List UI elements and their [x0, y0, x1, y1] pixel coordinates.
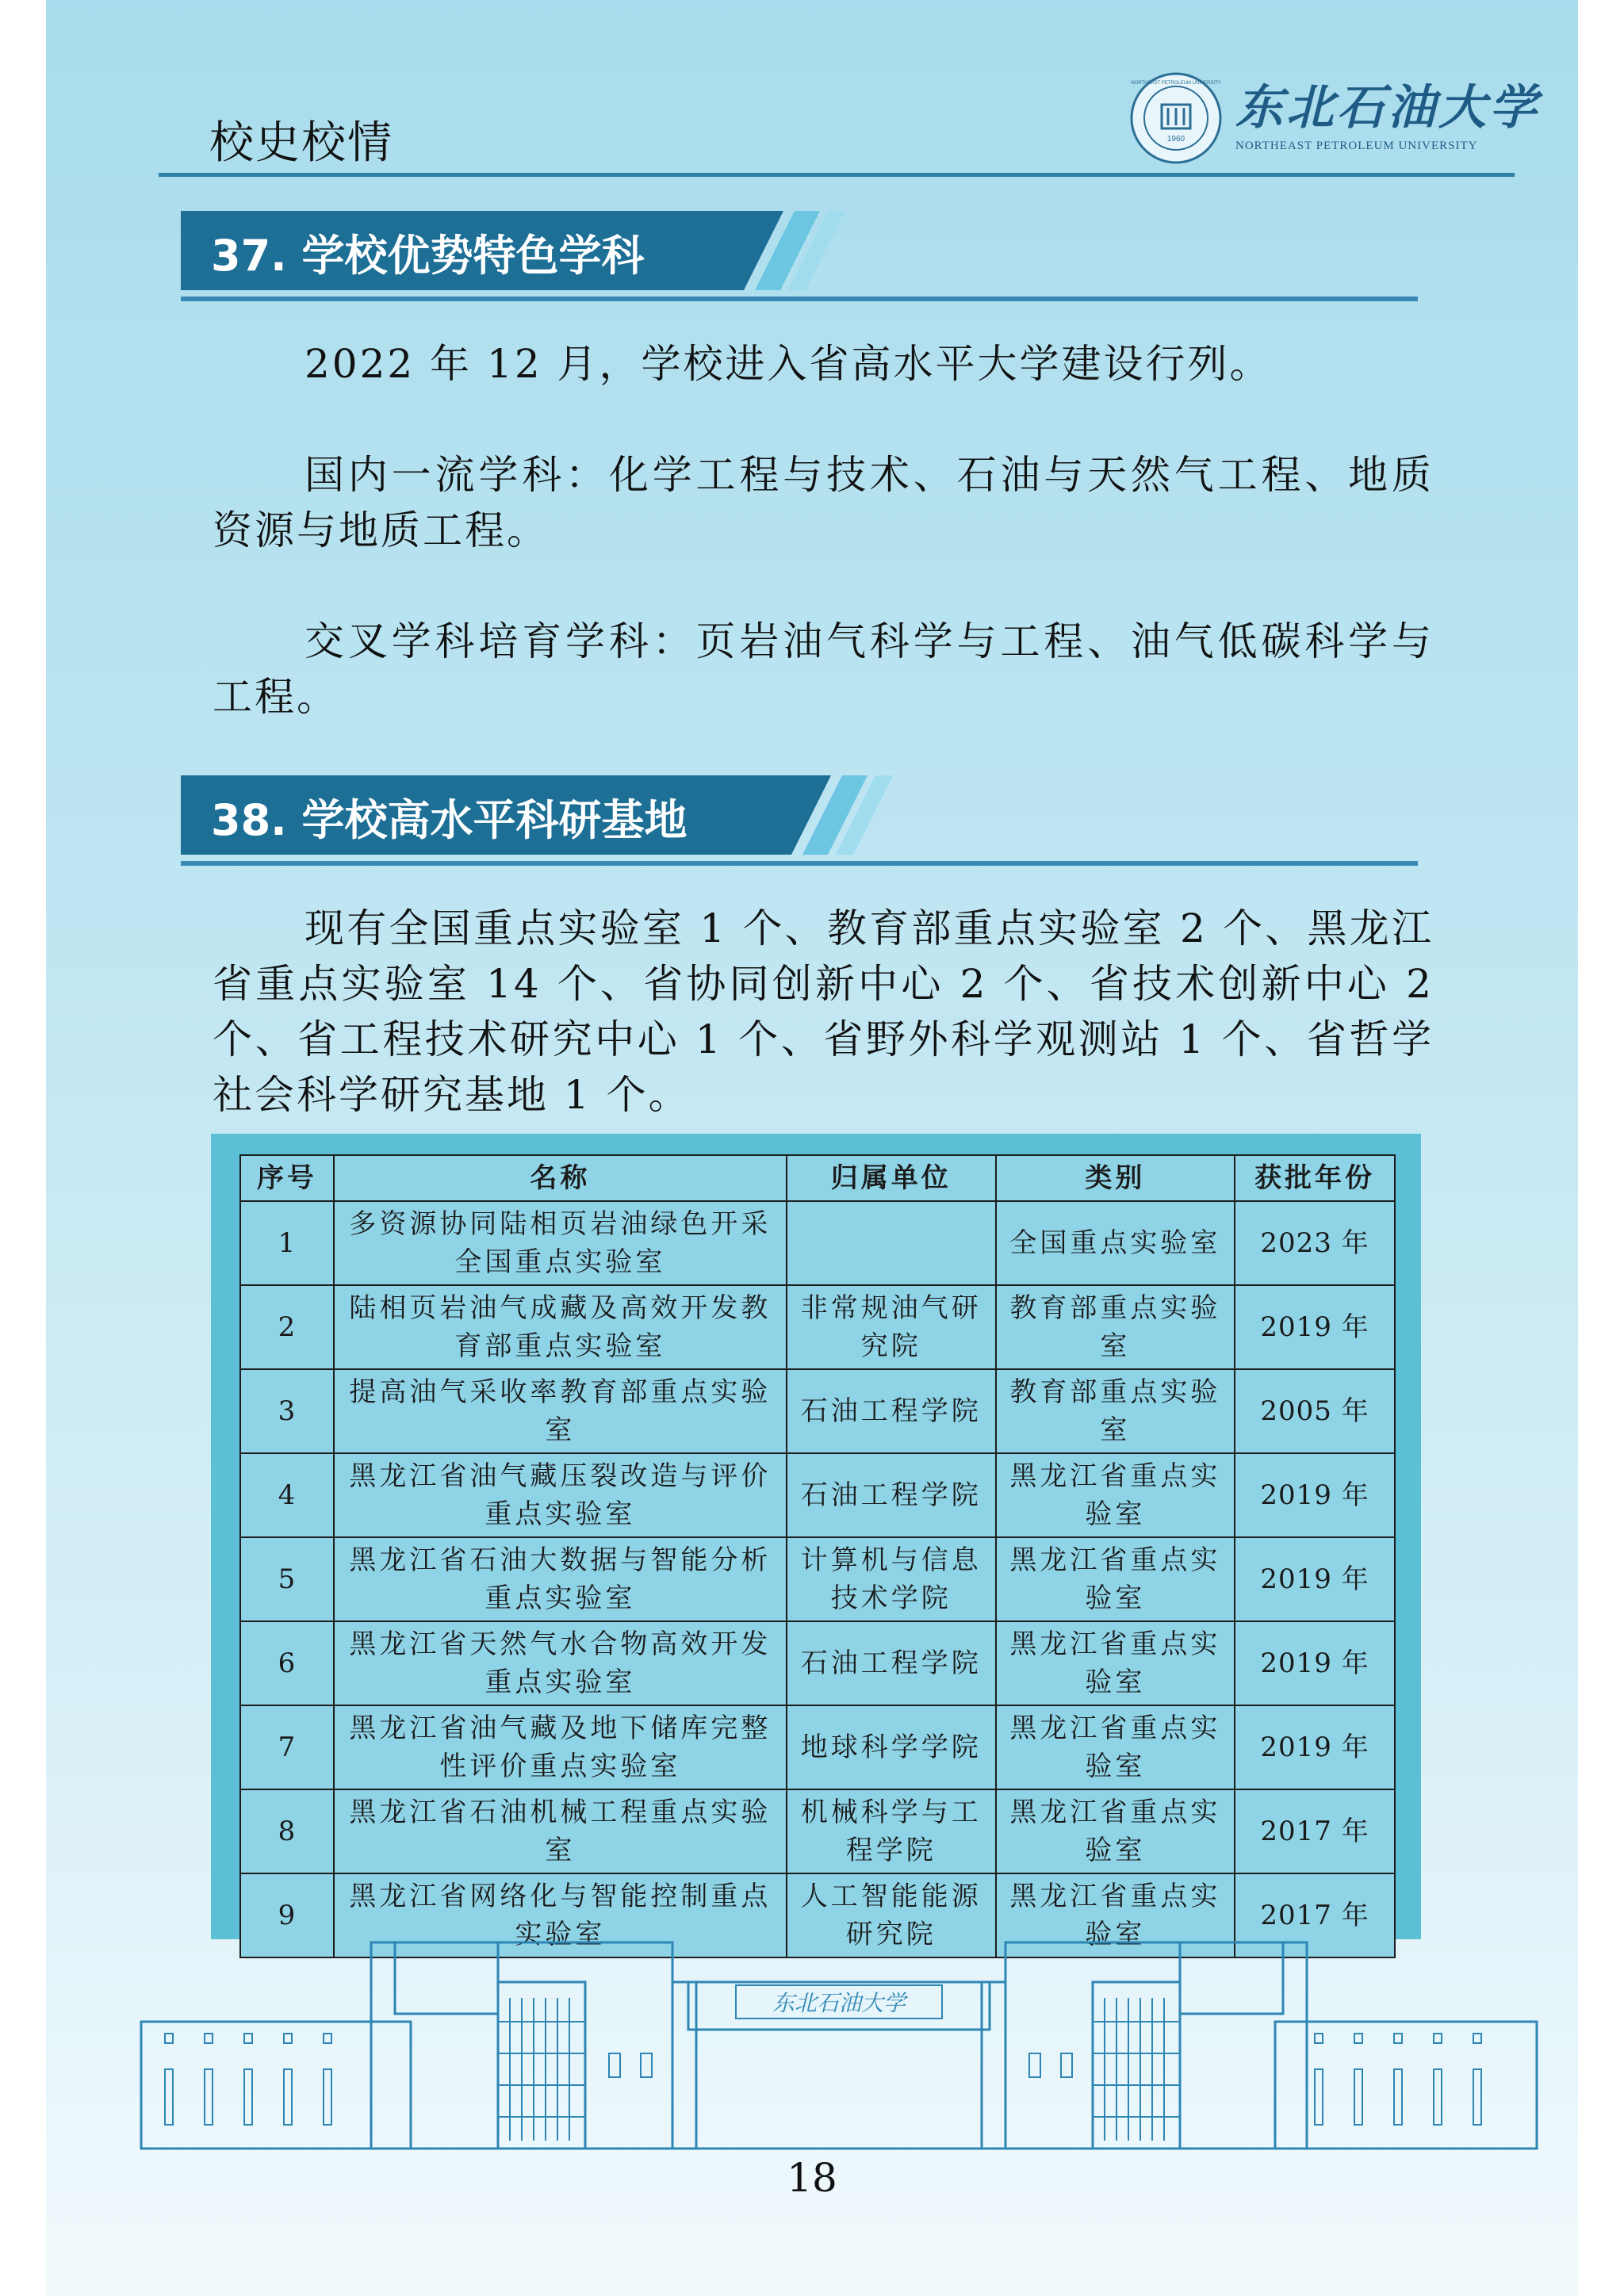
section-37-rule	[181, 297, 1418, 301]
section-38-banner	[181, 775, 910, 855]
cell-index: 3	[240, 1369, 334, 1453]
page-number: 18	[787, 2155, 837, 2201]
section-37-banner	[181, 211, 863, 290]
cell-index: 6	[240, 1621, 334, 1705]
header-category: 类别	[996, 1155, 1235, 1201]
cell-year: 2005 年	[1235, 1369, 1395, 1453]
cell-unit: 石油工程学院	[787, 1621, 996, 1705]
cell-category: 教育部重点实验室	[996, 1285, 1235, 1369]
cell-index: 1	[240, 1201, 334, 1285]
gate-plaque-text: 东北石油大学	[772, 1990, 906, 2016]
section-37-paragraph-1: 2022 年 12 月，学校进入省高水平大学建设行列。	[304, 341, 1272, 387]
cell-unit: 人工智能能源研究院	[787, 1873, 996, 1957]
cell-index: 4	[240, 1453, 334, 1537]
cell-year: 2017 年	[1235, 1873, 1395, 1957]
cell-name: 黑龙江省天然气水合物高效开发重点实验室	[334, 1621, 787, 1705]
seal-year: 1960	[1166, 135, 1185, 144]
cell-unit: 地球科学学院	[787, 1705, 996, 1789]
seal-text: NORTHEAST PETROLEUM UNIVERSITY	[1131, 81, 1221, 86]
table-row	[240, 1537, 1395, 1621]
cell-category: 黑龙江省重点实验室	[996, 1789, 1235, 1873]
section-38-paragraph: 现有全国重点实验室 1 个、教育部重点实验室 2 个、黑龙江省重点实验室 14 个、省协同创新中心 2 个、省技术创新中心 2 个、省工程技术研究中心 1 个、省野外科学观测站 1 个、省哲学社会科学研究基地 1 个。	[213, 905, 1434, 1118]
cell-unit: 计算机与信息技术学院	[787, 1537, 996, 1621]
table-row	[240, 1621, 1395, 1705]
cell-name: 黑龙江省网络化与智能控制重点实验室	[334, 1873, 787, 1957]
cell-name: 黑龙江省油气藏及地下储库完整性评价重点实验室	[334, 1705, 787, 1789]
table-row	[240, 1705, 1395, 1789]
cell-year: 2017 年	[1235, 1789, 1395, 1873]
cell-category: 黑龙江省重点实验室	[996, 1621, 1235, 1705]
cell-category: 黑龙江省重点实验室	[996, 1453, 1235, 1537]
cell-name: 黑龙江省石油机械工程重点实验室	[334, 1789, 787, 1873]
table-row	[240, 1789, 1395, 1873]
table-header-row	[240, 1155, 1395, 1201]
logo-wordmark: 东北石油大学	[1235, 80, 1540, 136]
header-year: 获批年份	[1235, 1155, 1395, 1201]
cell-unit: 非常规油气研究院	[787, 1285, 996, 1369]
table-row	[240, 1453, 1395, 1537]
cell-year: 2023 年	[1235, 1201, 1395, 1285]
document-page	[46, 0, 1578, 2296]
cell-unit: 石油工程学院	[787, 1369, 996, 1453]
section-37-paragraph-2: 国内一流学科：化学工程与技术、石油与天然气工程、地质资源与地质工程。	[213, 452, 1434, 553]
cell-year: 2019 年	[1235, 1453, 1395, 1537]
cell-index: 8	[240, 1789, 334, 1873]
section-38-rule	[181, 861, 1418, 866]
cell-unit	[787, 1201, 996, 1285]
cell-index: 9	[240, 1873, 334, 1957]
table-row	[240, 1201, 1395, 1285]
university-seal	[1131, 74, 1220, 163]
cell-year: 2019 年	[1235, 1285, 1395, 1369]
cell-name: 多资源协同陆相页岩油绿色开采全国重点实验室	[334, 1201, 787, 1285]
section-37-paragraph-3: 交叉学科培育学科：页岩油气科学与工程、油气低碳科学与工程。	[213, 618, 1434, 720]
cell-category: 教育部重点实验室	[996, 1369, 1235, 1453]
cell-category: 全国重点实验室	[996, 1201, 1235, 1285]
cell-year: 2019 年	[1235, 1621, 1395, 1705]
cell-name: 提高油气采收率教育部重点实验室	[334, 1369, 787, 1453]
header-rule	[159, 173, 1515, 177]
cell-name: 黑龙江省石油大数据与智能分析重点实验室	[334, 1537, 787, 1621]
header-unit: 归属单位	[787, 1155, 996, 1201]
header-name: 名称	[334, 1155, 787, 1201]
running-head: 校史校情	[209, 117, 393, 169]
research-bases-table	[239, 1154, 1396, 1958]
logo-subtext: NORTHEAST PETROLEUM UNIVERSITY	[1235, 140, 1478, 152]
cell-index: 7	[240, 1705, 334, 1789]
cell-category: 黑龙江省重点实验室	[996, 1873, 1235, 1957]
cell-unit: 机械科学与工程学院	[787, 1789, 996, 1873]
section-37-title: 37. 学校优势特色学科	[211, 231, 645, 281]
cell-index: 5	[240, 1537, 334, 1621]
table-row	[240, 1369, 1395, 1453]
cell-category: 黑龙江省重点实验室	[996, 1705, 1235, 1789]
table-row	[240, 1285, 1395, 1369]
cell-year: 2019 年	[1235, 1705, 1395, 1789]
cell-year: 2019 年	[1235, 1537, 1395, 1621]
section-38-title: 38. 学校高水平科研基地	[211, 795, 688, 845]
cell-category: 黑龙江省重点实验室	[996, 1537, 1235, 1621]
cell-name: 黑龙江省油气藏压裂改造与评价重点实验室	[334, 1453, 787, 1537]
cell-name: 陆相页岩油气成藏及高效开发教育部重点实验室	[334, 1285, 787, 1369]
cell-index: 2	[240, 1285, 334, 1369]
university-logo	[1124, 67, 1540, 170]
cell-unit: 石油工程学院	[787, 1453, 996, 1537]
header-index: 序号	[240, 1155, 334, 1201]
